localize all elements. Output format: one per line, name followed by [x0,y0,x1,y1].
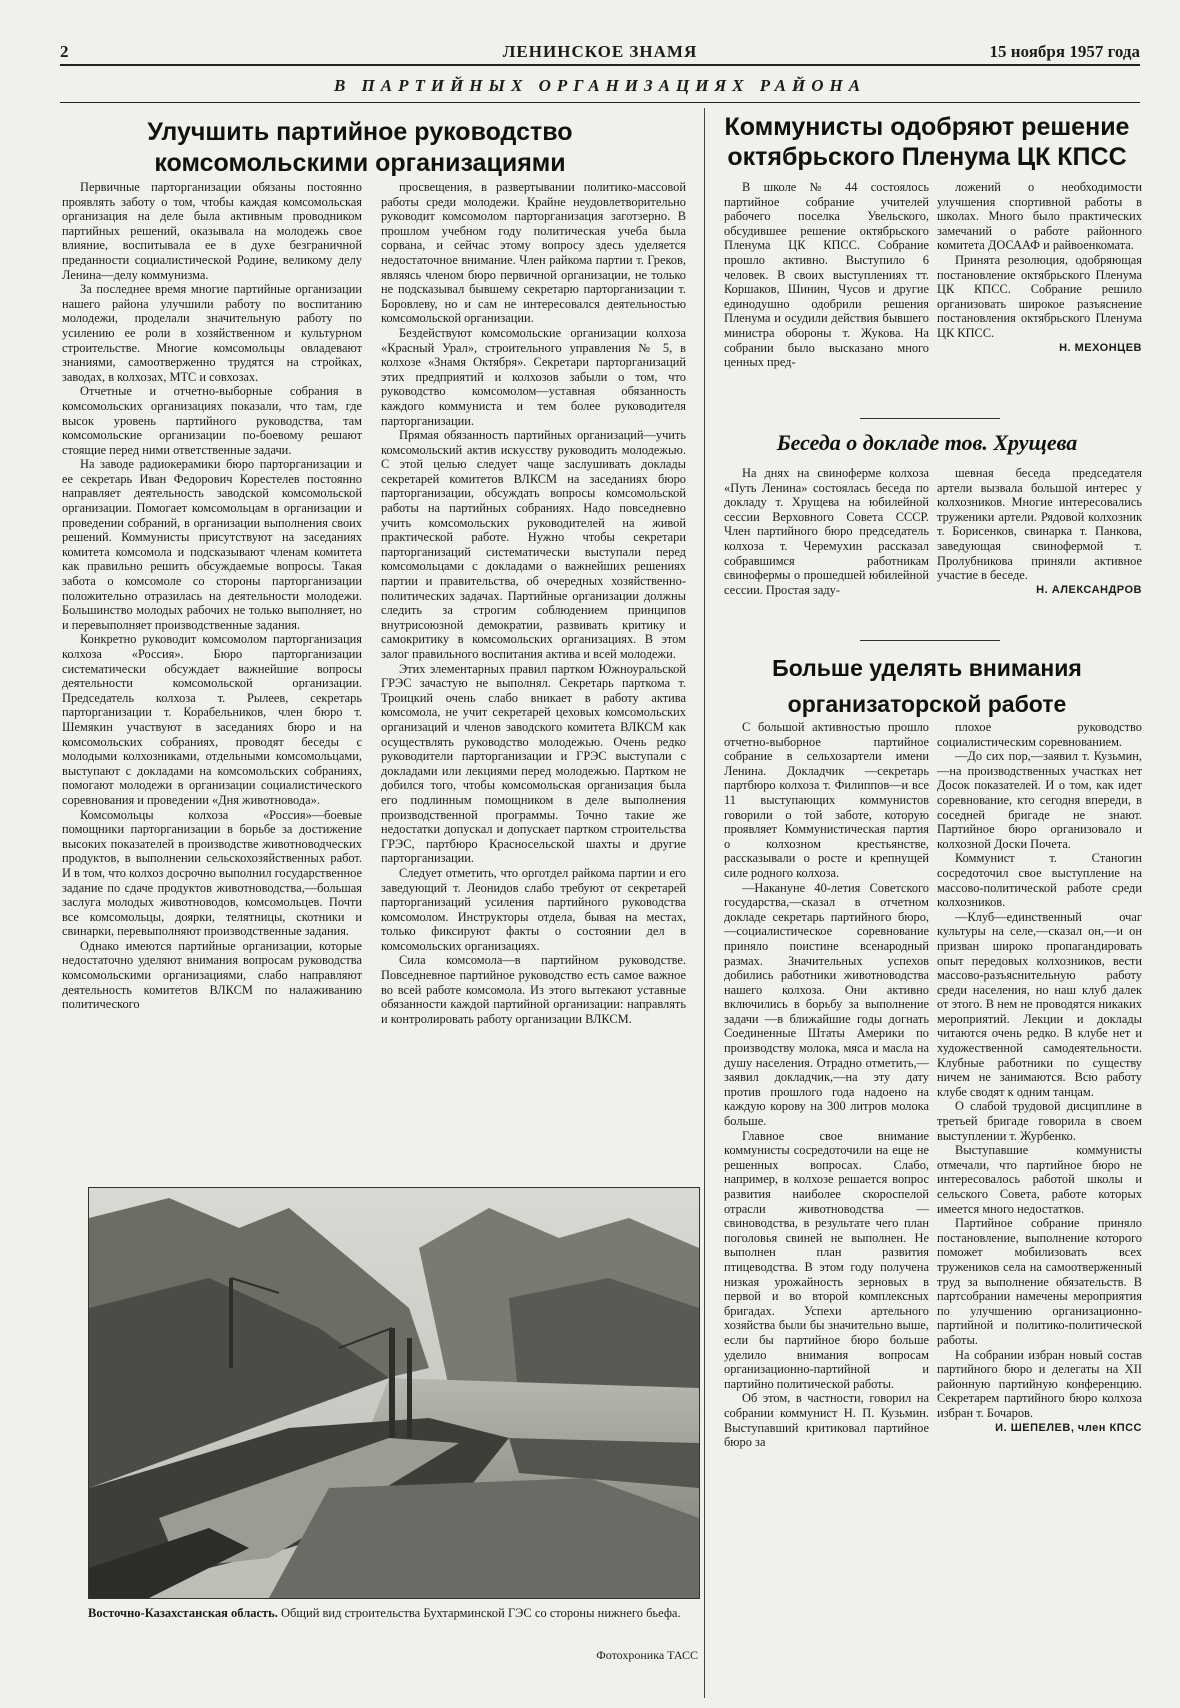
paragraph: На собрании избран новый состав партийного бюро и делегаты на XII районную партийную конференцию. Секретарем партийного бюро колхоза избран т. Бочаров. [937,1347,1142,1420]
article4-column-1 [724,720,929,1695]
paragraph: Комсомольцы колхоза «Россия»—боевые помощники парторганизации в борьбе за достижение высоких показателей в производстве животноводческих продуктов, в выполнении сельскохозяйственных работ. И в том, что колхоз досрочно выполнил государственное задание по сдаче продуктов животноводства,—большая заслуга молодых животноводов, комсомольцев. Почти все комсомольцы, доярки, телятницы, скотники и свинарки, перевыполняют производственные задания. [62,807,362,939]
photo-caption [88,1606,700,1621]
photo-credit: Фотохроника ТАСС [596,1648,698,1662]
paragraph: Бездействуют комсомольские организации колхоза «Красный Урал», строительного управления № 5, в колхозе «Знамя Октября». Секретари парторганизаций этих предприятий и колхозов забыли о том, что руководство комсомолом—уставная обязанность каждого коммуниста и тем более руководителя парторганизации. [381,325,686,428]
paragraph: Однако имеются партийные организации, которые недостаточно уделяют внимания вопросам руководства комсомольскими организациями, слабо направляют деятельность комитетов ВЛКСМ по налаживанию политического [62,938,362,1012]
paragraph: плохое руководство социалистическим соревнованием. [937,720,1142,749]
paragraph: На заводе радиокерамики бюро парторганизации и ее секретарь Иван Федорович Корестелев постоянно направляет деятельность заводской комсомольской организации. Помогает комсомольцам в организации и проведении собраний, в организации выполнения своих решений. Коммунисты присутствуют на заседаниях комитета комсомола и подсказывают членам комитета как правильно решить обсуждаемые вопросы. Такая забота о комсомоле со стороны парторганизации положительно отразилась на деятельности молодежи. Большинство молодых рабочих не только выполняет, но и перевыполняет производственные задания. [62,457,362,632]
paragraph: Этих элементарных правил партком Южноуральской ГРЭС зачастую не выполнял. Секретарь парткома т. Троицкий очень слабо вникает в работу актива комсомола, не учит секретарей цеховых комсомольских организаций и членов заводского комитета ВЛКСМ как осуществлять руководство молодежью. Очень редко руководители парторганизации и ГРЭС выступали с докладами или лекциями перед молодежью. Партком не добился того, чтобы комсомольская организация была его подлинным помощником в деле выполнения производственной программы. Точно такие же недостатки допускал и допускает партком строительства ГРЭС, партбюро Красносельской шахты и другие парторганизации. [381,661,686,866]
article3-title: Беседа о докладе тов. Хрущева [776,430,1078,455]
paragraph: Сила комсомола—в партийном руководстве. Повседневное партийное руководство есть самое важное во всей работе комсомола. Из этого вытекают уставные обязанности каждой партийной организации: направлять и контролировать работу организации ВЛКСМ. [381,953,686,1026]
paragraph: Отчетные и отчетно-выборные собрания в комсомольских организациях показали, что там, где высок уровень партийного руководства, там комсомольские организации по-боевому решают стоящие перед ними ответственные задачи. [62,384,362,457]
article3-column-2 [937,466,1142,642]
paragraph: Следует отметить, что орготдел райкома партии и его заведующий т. Леонидов слабо требуют от секретарей парторганизаций усиления партийного руководства комсомолом. Инструкторы отдела, бывая на местах, только фиксируют факты о состоянии дел в комсомольских организациях. [381,865,686,953]
caption-region: Восточно-Казахстанская область. [88,1606,278,1620]
paragraph: —Клуб—единственный очаг культуры на селе,—сказал он,—и он призван широко пропагандировать опыт передовых колхозников, вести массово-разъяснительную работу среди населения, но наш клуб далек от этого. В нем не проводятся никаких мероприятий. Лекции и доклады читаются очень редко. В клубе нет и художественной самодеятельности. Клубные работники по существу ничем не занимаются. Всю работу клубе сводят к одним танцам. [937,909,1142,1099]
separator [860,418,1000,419]
article2-title: Коммунисты одобряют решение октябрьского Пленума ЦК КПСС [724,113,1130,171]
paragraph: —Накануне 40-летия Советского государства,—сказал в отчетном докладе секретарь партийного бюро,—социалистическое соревнование приняло поистине всенародный размах. Значительных успехов добились работники животноводства нашего колхоза. Они активно включились в борьбу за выполнение задачи —в ближайшие годы догнать Соединенные Штаты Америки по производству молока, мяса и масла на душу населения. Отрадно отметить,—заявил докладчик,—на эту дату против прошлого года надоено на каждую корову на 300 литров молока больше. [724,880,929,1129]
paragraph: О слабой трудовой дисциплине в третьей бригаде говорила в своем выступлении т. Журбенко. [937,1099,1142,1143]
author-signature: Н. АЛЕКСАНДРОВ [1036,583,1142,596]
paragraph: С большой активностью прошло отчетно-выборное партийное собрание в сельхозартели имени Ленина. Докладчик —секретарь партбюро колхоза т. Филиппов—и все 11 выступающих коммунистов говорили о той заботе, которую проявляет Коммунистическая партия о колхозном крестьянстве, рассказывали о росте и крепнущей силе родного колхоза. [724,720,929,880]
dam-construction-photo [88,1187,700,1599]
paragraph: Главное свое внимание коммунисты сосредоточили на еще не решенных вопросах. Слабо, например, в колхозе решается вопрос развития наиболее скороспелой отрасли животноводства — свиноводства, в результате чего план поголовья свиней не выполнен. Не выполнен план развития птицеводства. В этом году получена низкая урожайность зерновых в первой и во второй комплексных бригадах. Успехи артельного хозяйства были бы значительно выше, если бы партийное бюро больше уделило внимания вопросам организационно-партийной и партийно политической работы. [724,1128,929,1391]
paragraph: На днях на свиноферме колхоза «Путь Ленина» состоялась беседа по докладу т. Хрущева на юбилейной сессии Верховного Совета СССР. Член партийного бюро председатель колхоза т. Черемухин рассказал собравшимся работникам свинофермы о прошедшей юбилейной сессии. Простая заду- [724,466,929,597]
article2-column-2 [937,180,1142,415]
author-signature: И. ШЕПЕЛЕВ, член КПСС [995,1421,1142,1434]
column-rule [704,108,705,1698]
page-number: 2 [60,42,69,61]
paragraph: В школе № 44 состоялось партийное собрание учителей рабочего поселка Увельского, обсудившее решение октябрьского Пленума ЦК КПСС. Собрание прошло активно. Выступило 6 человек. В своих выступлениях тт. Коршаков, Шинин, Чусов и другие единодушно одобрили решения Пленума и осудили действия бывшего министра обороны т. Жукова. На собрании было высказано много ценных пред- [724,180,929,370]
article4-column-2 [937,720,1142,1695]
article3-column-1 [724,466,929,642]
section-rubric: В ПАРТИЙНЫХ ОРГАНИЗАЦИЯХ РАЙОНА [60,72,1140,103]
paragraph: Первичные парторганизации обязаны постоянно проявлять заботу о том, чтобы каждая комсомольская организация на деле была активным проводником партийных решений, оказывала на молодежь свое влияние, воспитывала ее в духе безграничной преданности социалистической Родине, великому делу Ленина—делу коммунизма. [62,180,362,282]
paragraph: Коммунист т. Станогин сосредоточил свое выступление на массово-политической работе среди колхозников. [937,851,1142,910]
photo-image [89,1188,699,1598]
paragraph: Прямая обязанность партийных организаций—учить комсомольский актив искусству руководить молодежью. С этой целью следует чаще заслушивать доклады секретарей комитетов ВЛКСМ на заседаниях бюро парторганизации, обсуждать вопросы комсомольской работы на партийных собраниях. Надо повседневно учить комсомольских руководителей на живой практической работе. Нужно чтобы секретари парторганизаций систематически выступали перед комсомольцами с докладами о важнейших решениях партии и правительства, об очередных хозяйственно-политических задачах. Партийные организации должны следить за строгим соблюдением принципов внутрисоюзной демократии, развивать критику и самокритику в комсомольских организациях. В этом залог правильного воспитания актива и всей молодежи. [381,428,686,661]
caption-text: Общий вид строительства Бухтарминской ГЭС со стороны нижнего бьефа. [281,1606,681,1620]
paragraph: Партийное собрание приняло постановление, выполнение которого поможет мобилизовать всех тружеников села на самоотверженный труд за выполнение обязательств. В партсобрании намечены мероприятия по улучшению организационно-партийной и политико-политической работы. [937,1216,1142,1347]
paragraph: За последнее время многие партийные организации нашего района улучшили работу по воспитанию молодежи, проделали значительную работу по усилению ее роли в хозяйственном и культурном строительстве. Многие комсомольцы овладевают знаниями, самоотверженно трудятся на стройках, заводах, в колхозах, МТС и совхозах. [62,282,362,384]
paragraph: Принята резолюция, одобряющая постановление октябрьского Пленума ЦК КПСС. Собрание решило организовать широкое разъяснение постановления октябрьского Пленума ЦК КПСС. [937,252,1142,340]
article1-column-1 [62,180,362,1170]
paragraph: —До сих пор,—заявил т. Кузьмин,—на производственных участках нет Досок показателей. И о том, как идет соревнование, кто сегодня впереди, в соседней бригаде не знают. Партийное бюро организовало и колхозной Доски Почета. [937,749,1142,851]
article2-column-1 [724,180,929,415]
paragraph: Об этом, в частности, говорил на собрании коммунист Н. П. Кузьмин. Выступавший критиковал партийное бюро за [724,1391,929,1450]
issue-date: 15 ноября 1957 года [989,42,1140,61]
newspaper-name: ЛЕНИНСКОЕ ЗНАМЯ [502,42,698,61]
article4-title: Больше уделять внимания организаторской работе [772,655,1082,717]
masthead [60,40,1140,66]
article1-title: Улучшить партийное руководство комсомольскими организациями [147,118,573,177]
paragraph: ложений о необходимости улучшения спортивной работы в школах. Много было практических замечаний о работе районного комитета ДОСААФ и райвоенкомата. [937,180,1142,253]
paragraph: Конкретно руководит комсомолом парторганизация колхоза «Россия». Бюро парторганизации систематически обсуждает важнейшие вопросы деятельности комсомольской организации. Председатель колхоза т. Рылеев, секретарь парторганизации т. Корабельников, член бюро т. Шемякин участвуют в заседаниях бюро и на комсомольских собраниях, проводят беседы с молодыми колхозниками, отдельными комсомольцами, выступают с докладами на комсомольских собраниях, помогают молодежи в организации социалистического соревнования и проведении «Дня животновода». [62,632,362,807]
article1-column-2 [381,180,686,1170]
paragraph: просвещения, в развертывании политико-массовой работы среди молодежи. Крайне неудовлетворительно руководит комсомолом парторганизация заготзерно. В прошлом учебном году политическая учеба была сорвана, и сейчас этому вопросу здесь уделяется недостаточное внимание. Член райкома партии т. Греков, являясь членом бюро первичной организации, не только не подсказывал бывшему секретарю парторганизации т. Боровлеву, но и сам не интересовался деятельностью комсомольской организации. [381,180,686,326]
paragraph: Выступавшие коммунисты отмечали, что партийное бюро не интересовалось работой школы и сельского Совета, работе которых имеется много недостатков. [937,1143,1142,1216]
author-signature: Н. МЕХОНЦЕВ [1059,341,1142,354]
separator [860,640,1000,641]
paragraph: шевная беседа председателя артели вызвала большой интерес у колхозников. Многие интересовались труженики артели. Рядовой колхозник т. Борисенков, свинарка т. Панкова, заведующая свинофермой т. Пролубникова приняли активное участие в беседе. [937,466,1142,583]
